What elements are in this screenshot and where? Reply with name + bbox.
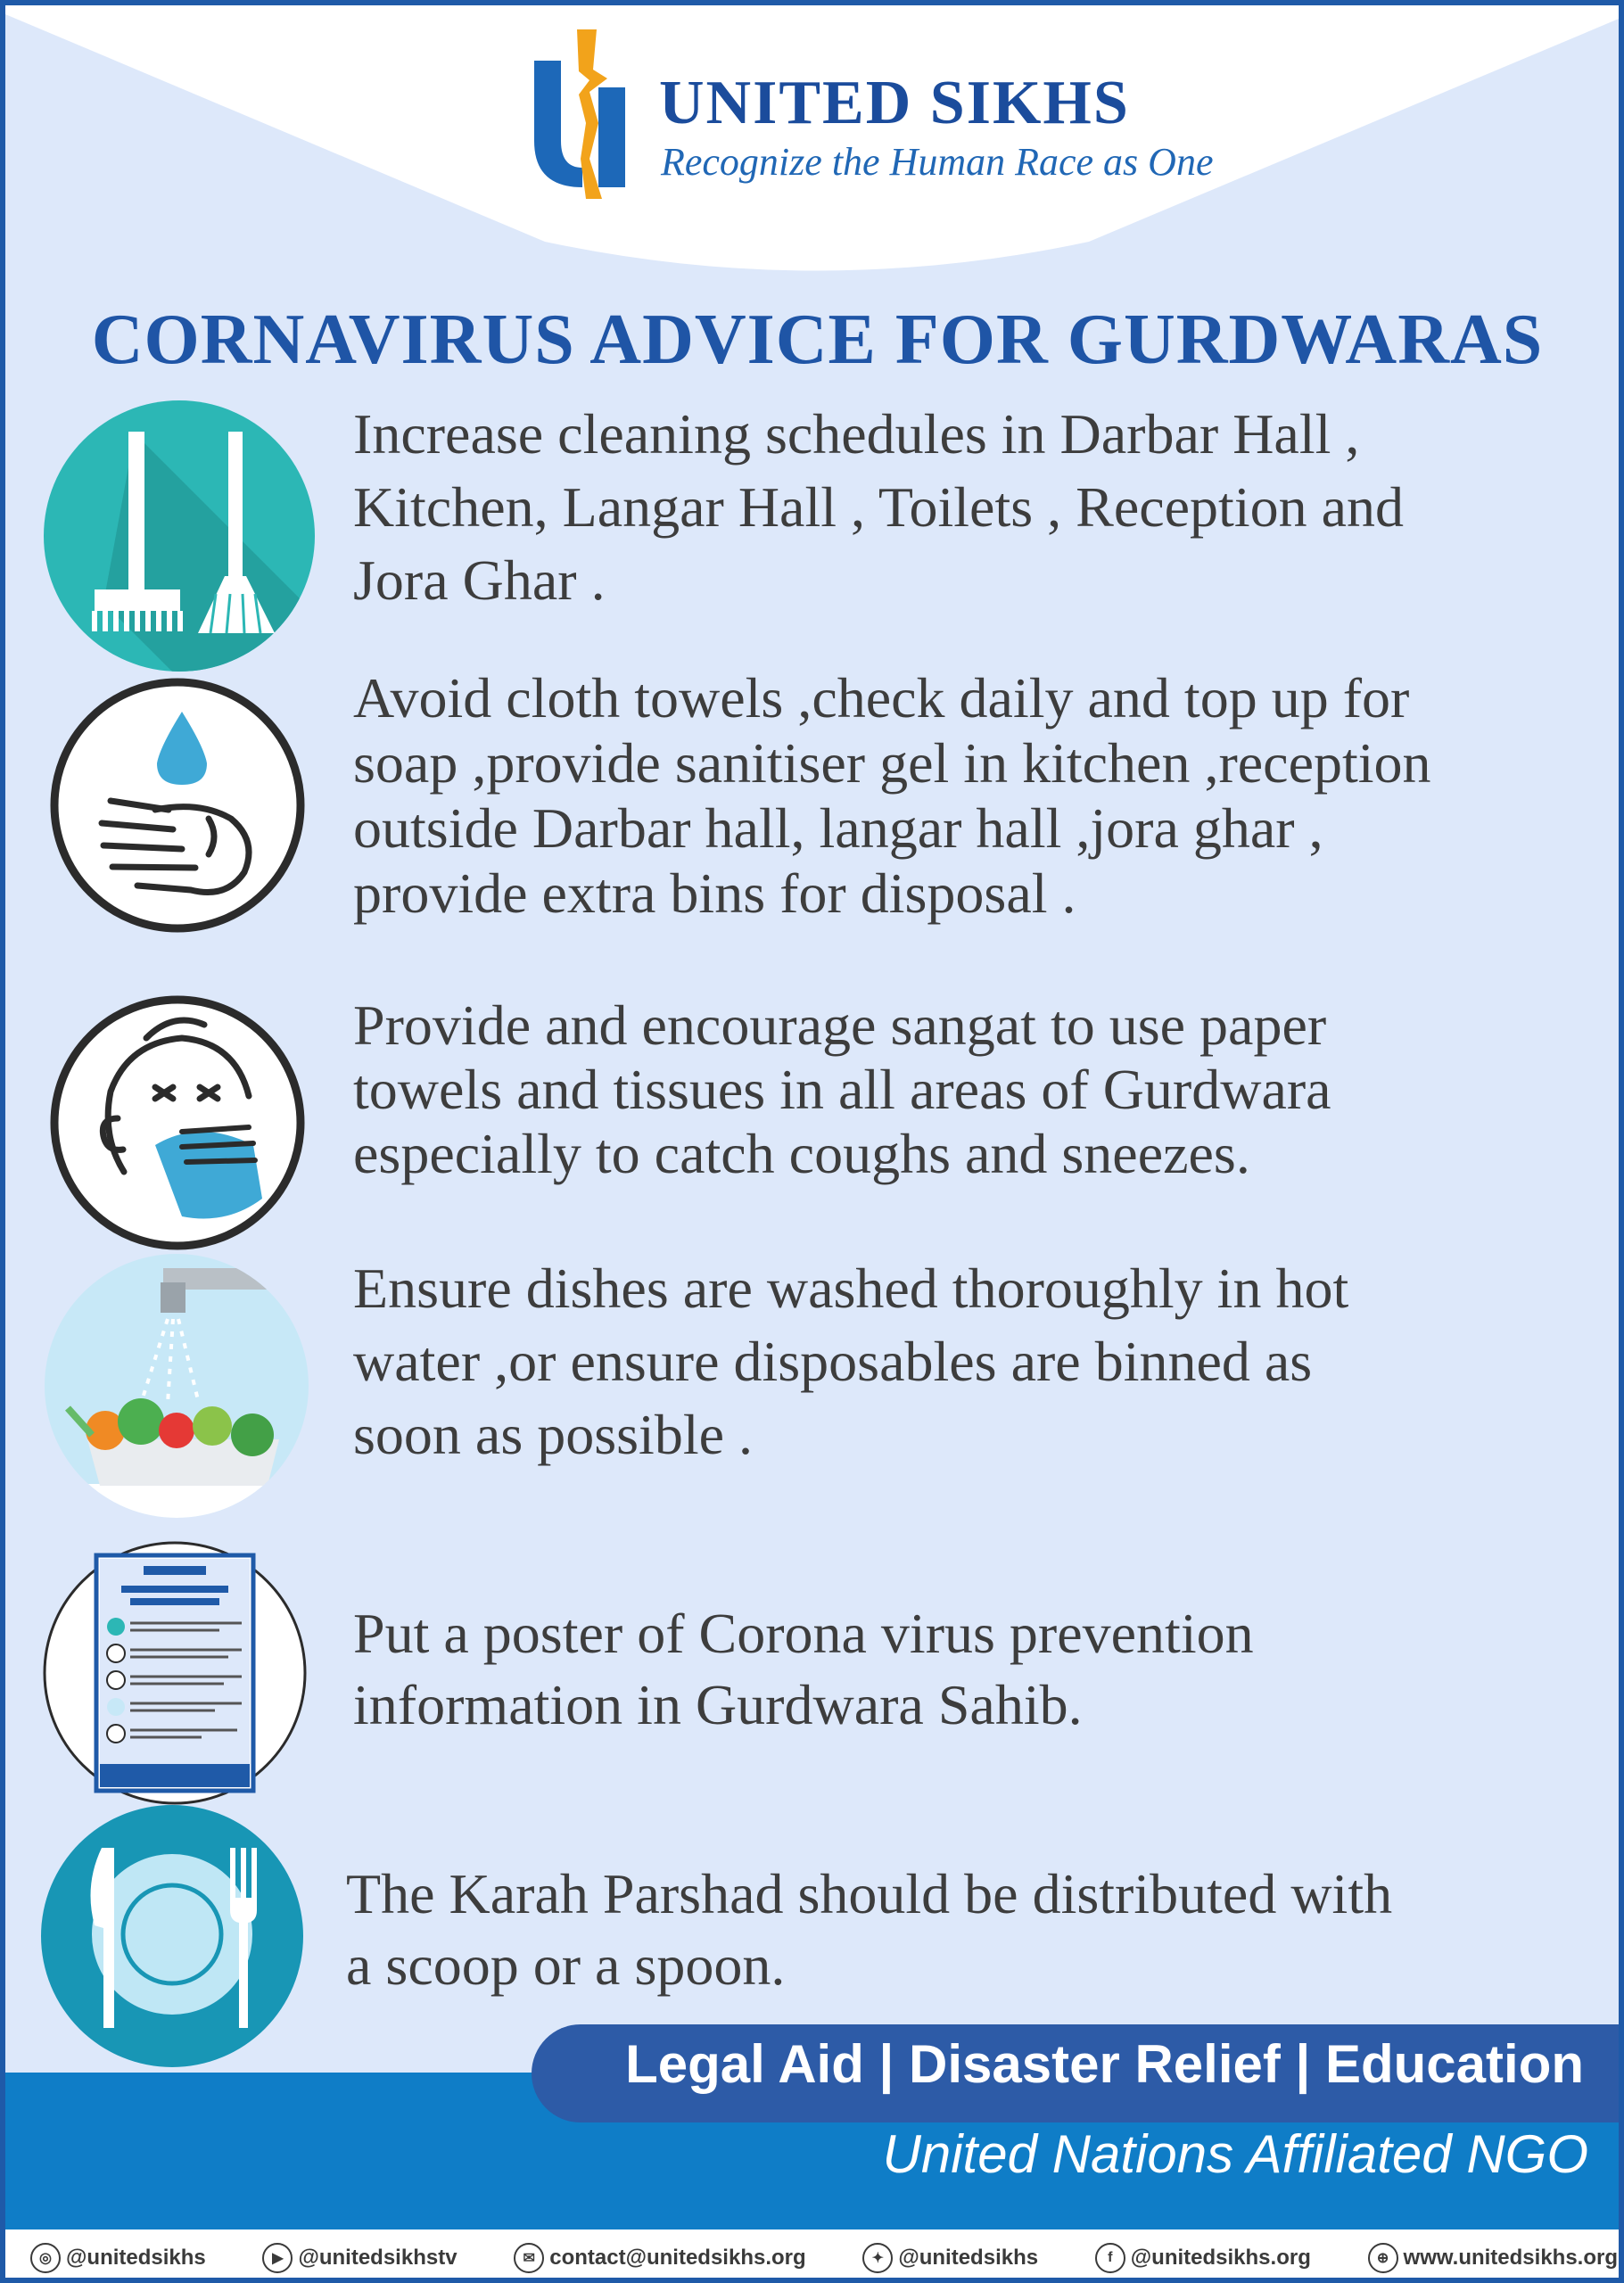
- instagram-icon: ◎: [30, 2243, 61, 2273]
- advice-line: Kitchen, Langar Hall , Toilets , Reception and: [353, 475, 1404, 539]
- email-icon: ✉: [514, 2243, 544, 2273]
- youtube-icon: ▶: [262, 2243, 293, 2273]
- cleaning-tools-icon: [41, 398, 317, 674]
- social-label: @unitedsikhs: [898, 2246, 1039, 2270]
- advice-line: Avoid cloth towels ,check daily and top up for: [353, 666, 1410, 729]
- advice-line: soon as possible .: [353, 1403, 753, 1466]
- advice-line: outside Darbar hall, langar hall ,jora ghar ,: [353, 796, 1323, 860]
- affiliation-text: United Nations Affiliated NGO: [882, 2124, 1588, 2184]
- advice-line: The Karah Parshad should be distributed with: [346, 1862, 1393, 1925]
- brand-tagline: Recognize the Human Race as One: [661, 140, 1214, 184]
- social-links: [30, 2235, 1618, 2281]
- social-label: www.unitedsikhs.org: [1403, 2246, 1618, 2270]
- advice-line: provide extra bins for disposal .: [353, 861, 1076, 925]
- social-link-facebook[interactable]: [1095, 2243, 1311, 2273]
- advice-line: Jora Ghar .: [353, 548, 606, 612]
- advice-line: soap ,provide sanitiser gel in kitchen ,reception: [353, 731, 1431, 795]
- advice-line: water ,or ensure disposables are binned as: [353, 1330, 1313, 1393]
- services-text: Legal Aid | Disaster Relief | Education: [625, 2034, 1584, 2094]
- wash-vegetables-icon: [43, 1252, 310, 1520]
- advice-line: Increase cleaning schedules in Darbar Hall ,: [353, 402, 1360, 466]
- plate-cutlery-icon: [41, 1805, 303, 2067]
- social-link-twitter[interactable]: [862, 2243, 1038, 2273]
- social-link-email[interactable]: [514, 2243, 805, 2273]
- social-label: @unitedsikhstv: [298, 2246, 458, 2270]
- social-link-youtube[interactable]: [262, 2243, 457, 2273]
- social-label: @unitedsikhs: [66, 2246, 206, 2270]
- sneeze-tissue-icon: [48, 993, 307, 1252]
- social-link-website[interactable]: [1368, 2243, 1618, 2273]
- page-title: CORNAVIRUS ADVICE FOR GURDWARAS: [91, 301, 1544, 379]
- social-label: contact@unitedsikhs.org: [549, 2246, 806, 2270]
- advice-line: especially to catch coughs and sneezes.: [353, 1122, 1250, 1185]
- poster-icon: [41, 1539, 309, 1807]
- hand-wash-drop-icon: [48, 676, 307, 935]
- advice-line: a scoop or a spoon.: [346, 1933, 786, 1997]
- advice-line: towels and tissues in all areas of Gurdwara: [353, 1058, 1331, 1121]
- facebook-icon: f: [1095, 2243, 1125, 2273]
- social-label: @unitedsikhs.org: [1130, 2246, 1311, 2270]
- brand-logo: [527, 25, 1214, 203]
- united-sikhs-logo-mark: [527, 25, 652, 203]
- twitter-icon: ✦: [862, 2243, 893, 2273]
- brand-name: UNITED SIKHS: [659, 69, 1130, 137]
- globe-icon: ⊕: [1368, 2243, 1398, 2273]
- advice-line: Put a poster of Corona virus prevention: [353, 1602, 1254, 1665]
- advice-line: Provide and encourage sangat to use paper: [353, 993, 1327, 1057]
- advice-line: information in Gurdwara Sahib.: [353, 1673, 1083, 1736]
- advice-line: Ensure dishes are washed thoroughly in hot: [353, 1257, 1349, 1320]
- social-link-instagram[interactable]: [30, 2243, 206, 2273]
